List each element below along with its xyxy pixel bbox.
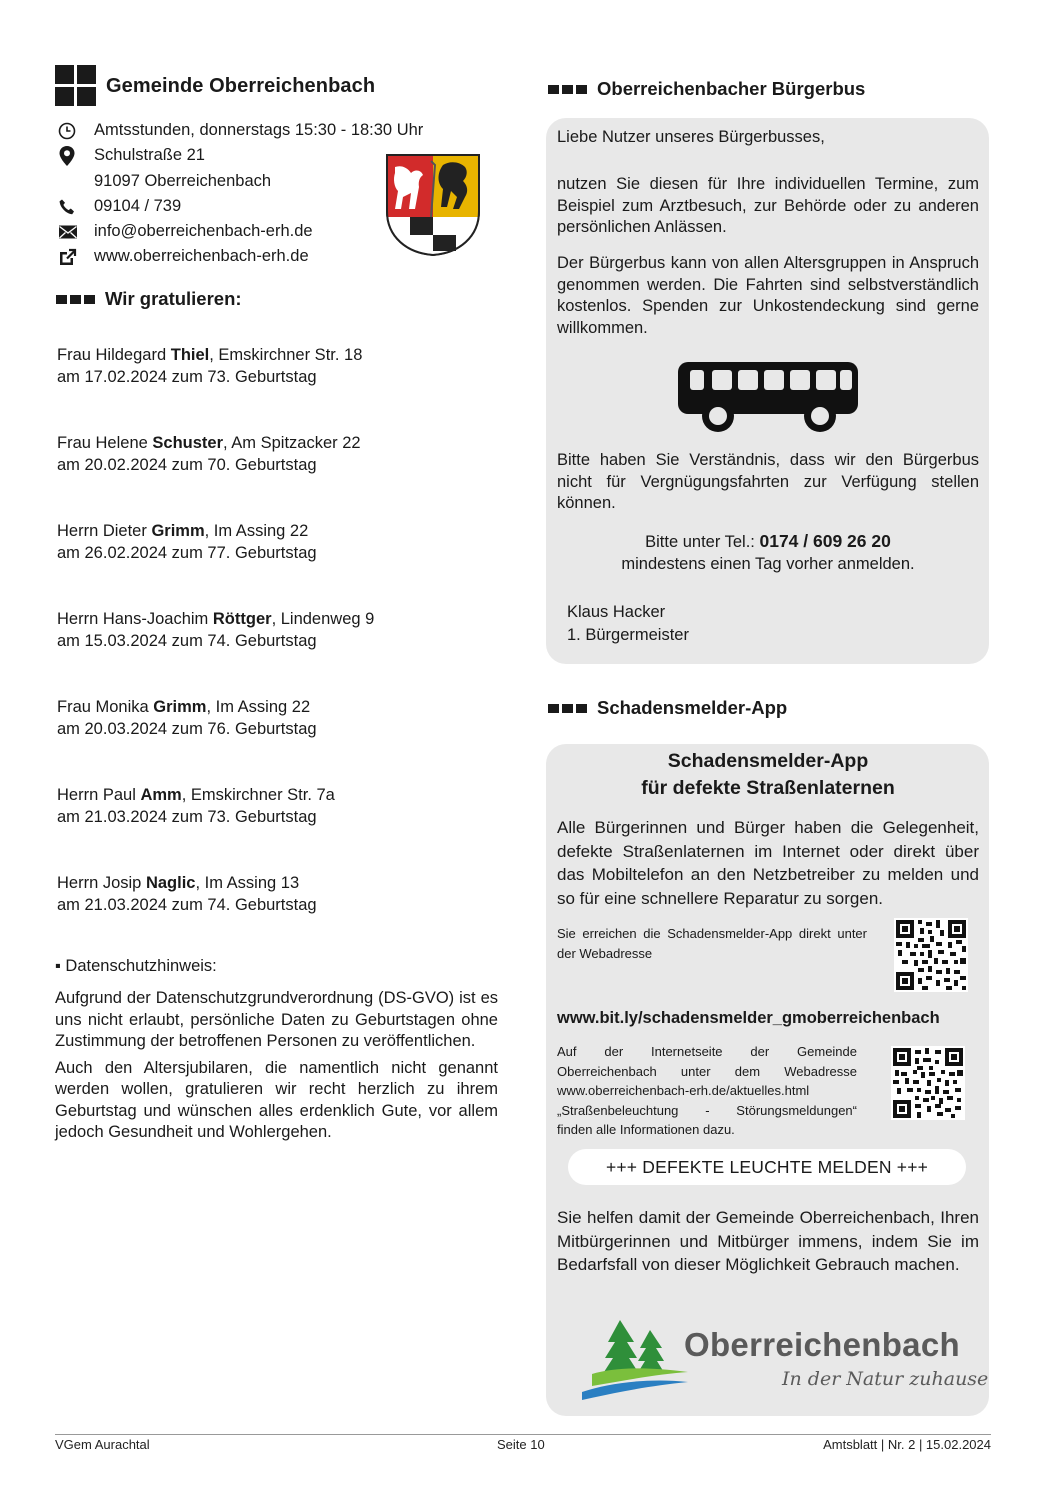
birthday-entry: Frau Hildegard Thiel, Emskirchner Str. 18 am 17.02.2024 zum 73. Geburtstag [57,346,363,386]
tree-landscape-icon [580,1316,690,1402]
office-hours [55,118,495,143]
bus-phone-block: Bitte unter Tel.: 0174 / 609 26 20 mindestens einen Tag vorher anmelden. [621,531,915,573]
privacy-heading: ▪ Datenschutzhinweis: [55,957,217,975]
section-squares-icon [56,295,95,304]
birthday-entry: Herrn Dieter Grimm, Im Assing 22 am 26.02.2024 zum 77. Geburtstag [57,522,317,562]
street-text: Schulstraße 21 [94,146,205,165]
municipality-logo-icon [55,65,97,107]
schadensmelder-closing: Sie helfen damit der Gemeinde Oberreichenbach, Ihren Mitbürgerinnen und Mitbürger immens, indem Sie im Bedarfsfall von dieser Möglichkeit Gebrauch machen. [557,1208,979,1274]
birthday-entry: Frau Monika Grimm, Im Assing 22 am 20.03.2024 zum 76. Geburtstag [57,698,317,738]
qr-code-icon[interactable] [891,1046,965,1120]
schadensmelder-box [546,744,989,1416]
mail-icon [55,224,94,240]
external-link-icon [55,248,94,267]
section-squares-icon [548,85,587,94]
birthday-entry: Herrn Josip Naglic, Im Assing 13 am 21.03.2024 zum 74. Geburtstag [57,874,317,914]
oberreichenbach-logo [580,1316,989,1402]
phone-icon [55,198,94,216]
qr-code-icon[interactable] [894,918,968,992]
phone-text: 09104 / 739 [94,196,182,215]
footer-left: VGem Aurachtal [55,1437,150,1452]
reach-text: Sie erreichen die Schadensmelder-App direkt unter der Webadresse [557,926,867,961]
birthday-entry: Herrn Paul Amm, Emskirchner Str. 7a am 21.03.2024 zum 73. Geburtstag [57,786,335,826]
bus-paragraph: nutzen Sie diesen für Ihre individuellen Termine, zum Beispiel zum Arztbesuch, zur Behörde oder zu anderen persönlichen Anlässen. [557,175,979,236]
report-defect-button[interactable]: +++ DEFEKTE LEUCHTE MELDEN +++ [568,1149,966,1185]
schadensmelder-title: Schadensmelder-App für defekte Straßenlaternen [641,750,895,799]
privacy-text [55,988,498,1149]
email-link[interactable]: info@oberreichenbach-erh.de [94,222,313,241]
bus-paragraph: Bitte haben Sie Verständnis, dass wir den Bürgerbus nicht für Vergnügungsfahrten zur Verfügung stellen können. [557,451,979,512]
privacy-paragraph: Auch den Altersjubilaren, die namentlich nicht genannt werden wollen, gratulieren wir recht herzlich zu ihrem Geburtstag und wünschen alles erdenklich Gute, vor allem jedoch Gesundheit und Wohlergehen. [55,1058,498,1141]
footer-page-number: Seite 10 [497,1437,545,1452]
birthday-entry: Frau Helene Schuster, Am Spitzacker 22 am 20.02.2024 zum 70. Geburtstag [57,434,361,474]
footer-divider [55,1434,991,1435]
schadensmelder-paragraph: Alle Bürgerinnen und Bürger haben die Gelegenheit, defekte Straßenlaternen im Internet oder direkt über das Mobiltelefon an den Netzbetreiber zu melden und so für eine schnellere Reparatur zu sorgen. [557,818,979,908]
bus-phone-number: 0174 / 609 26 20 [759,531,891,551]
buergerbus-heading: Oberreichenbacher Bürgerbus [548,78,865,100]
location-pin-icon [55,145,94,167]
bus-icon [676,358,860,439]
clock-icon [55,122,94,140]
bus-paragraph: Der Bürgerbus kann von allen Altersgruppen in Anspruch genommen werden. Die Fahrten sind selbstverständlich kostenlos. Spenden zur Unkostendeckung sind gerne willkommen. [557,254,979,337]
schadensmelder-heading: Schadensmelder-App [548,697,787,719]
info-block: Auf der Internetseite der Gemeinde Oberreichenbach unter dem Webadresse www.oberreichenbach-erh.de/aktuelles.html „Straßenbeleuchtung - Störungsmeldungen“ finden alle Informationen dazu. [557,1044,857,1137]
logo-slogan: In der Natur zuhause [782,1368,989,1390]
info-url-link[interactable]: www.oberreichenbach-erh.de/aktuelles.html [557,1083,810,1098]
footer-right: Amtsblatt | Nr. 2 | 15.02.2024 [823,1437,991,1452]
schadensmelder-url-link[interactable]: www.bit.ly/schadensmelder_gmoberreichenbach [557,1009,940,1027]
bus-signature: Klaus Hacker 1. Bürgermeister [567,603,689,644]
coat-of-arms-icon [385,153,481,257]
logo-name: Oberreichenbach [684,1326,960,1363]
office-hours-text: Amtsstunden, donnerstags 15:30 - 18:30 Uhr [94,121,424,139]
privacy-paragraph: Aufgrund der Datenschutzgrundverordnung (DS-GVO) ist es uns nicht erlaubt, persönliche Daten zu Geburtstagen ohne Zustimmung der betroffenen Personen zu veröffentlichen. [55,989,498,1050]
section-squares-icon [548,704,587,713]
website-link[interactable]: www.oberreichenbach-erh.de [94,247,309,266]
buergerbus-box [546,118,989,664]
bus-salutation: Liebe Nutzer unseres Bürgerbusses, [557,128,825,146]
birthday-entry: Herrn Hans-Joachim Röttger, Lindenweg 9 am 15.03.2024 zum 74. Geburtstag [57,610,375,650]
city-text: 91097 Oberreichenbach [94,171,272,190]
congrats-heading: Wir gratulieren: [56,288,242,310]
municipality-title: Gemeinde Oberreichenbach [106,75,376,97]
